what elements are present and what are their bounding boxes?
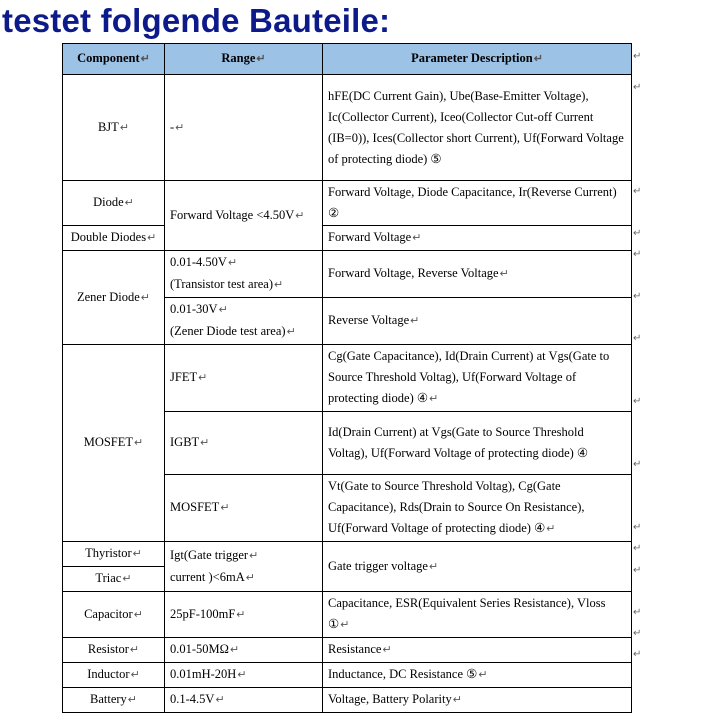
component-cell: Double Diodes↵ [63,226,165,251]
row-end-marker: ↵ [633,522,642,533]
row-end-marker: ↵ [633,607,642,618]
range-cell: JFET↵ [165,345,323,412]
description-cell: hFE(DC Current Gain), Ube(Base-Emitter Voltage), Ic(Collector Current), Iceo(Collector Cut-off Current (IB=0)), Ices(Collector short Current), Uf(Forward Voltage of protecting diode) ⑤ [323,75,632,181]
table-row-thyristor [63,542,632,567]
row-end-marker: ↵ [633,396,642,407]
table-row-double-diodes [63,226,632,251]
table-row-resistor [63,638,632,663]
description-cell: Forward Voltage↵ [323,226,632,251]
description-cell: Vt(Gate to Source Threshold Voltag), Cg(Gate Capacitance), Rds(Drain to Source On Resistance), Uf(Forward Voltage of protecting diode) ④↵ [323,475,632,542]
description-cell: Inductance, DC Resistance ⑤↵ [323,663,632,688]
description-cell: Gate trigger voltage↵ [323,542,632,592]
range-cell: IGBT↵ [165,412,323,475]
row-end-marker: ↵ [633,649,642,660]
range-cell: 0.01-30V↵ (Zener Diode test area)↵ [165,298,323,345]
description-cell: Reverse Voltage↵ [323,298,632,345]
component-cell: Resistor↵ [63,638,165,663]
table-row-zener [63,251,632,298]
row-end-marker: ↵ [633,628,642,639]
row-end-marker: ↵ [633,228,642,239]
description-cell: Forward Voltage, Diode Capacitance, Ir(Reverse Current) ② [323,181,632,226]
description-cell: Capacitance, ESR(Equivalent Series Resistance), Vloss ①↵ [323,592,632,638]
table-row-bjt [63,75,632,181]
page-heading: testet folgende Bauteile: [2,2,391,39]
description-cell: Forward Voltage, Reverse Voltage↵ [323,251,632,298]
component-cell: Capacitor↵ [63,592,165,638]
row-end-marker: ↵ [633,333,642,344]
component-cell: Thyristor↵ [63,542,165,567]
row-end-marker: ↵ [633,459,642,470]
table-row-capacitor [63,592,632,638]
row-end-marker: ↵ [633,186,642,197]
header-range: Range↵ [165,44,323,75]
range-cell: -↵ [165,75,323,181]
row-end-marker: ↵ [633,565,642,576]
row-end-marker: ↵ [633,291,642,302]
table-row-diode [63,181,632,226]
range-cell: 0.1-4.5V↵ [165,688,323,713]
range-cell: MOSFET↵ [165,475,323,542]
table-header-row [63,44,632,75]
range-cell: 0.01mH-20H↵ [165,663,323,688]
component-cell: MOSFET↵ [63,345,165,542]
row-end-marker: ↵ [633,51,642,62]
description-cell: Voltage, Battery Polarity↵ [323,688,632,713]
row-end-marker: ↵ [633,249,642,260]
component-cell: Inductor↵ [63,663,165,688]
range-cell: Igt(Gate trigger↵ current )<6mA↵ [165,542,323,592]
component-cell: BJT↵ [63,75,165,181]
header-component: Component↵ [63,44,165,75]
header-description: Parameter Description↵ [323,44,632,75]
range-cell: 0.01-50MΩ↵ [165,638,323,663]
component-cell: Battery↵ [63,688,165,713]
component-table [62,43,632,713]
row-end-marker: ↵ [633,82,642,93]
range-cell: Forward Voltage <4.50V↵ [165,181,323,251]
row-end-marker: ↵ [633,543,642,554]
component-cell: Diode↵ [63,181,165,226]
table-row-mosfet-jfet [63,345,632,412]
component-cell: Zener Diode↵ [63,251,165,345]
table-row-inductor [63,663,632,688]
range-cell: 0.01-4.50V↵ (Transistor test area)↵ [165,251,323,298]
component-cell: Triac↵ [63,567,165,592]
table-row-battery [63,688,632,713]
description-cell: Cg(Gate Capacitance), Id(Drain Current) at Vgs(Gate to Source Threshold Voltag), Uf(Forward Voltage of protecting diode) ④↵ [323,345,632,412]
description-cell: Resistance↵ [323,638,632,663]
range-cell: 25pF-100mF↵ [165,592,323,638]
description-cell: Id(Drain Current) at Vgs(Gate to Source Threshold Voltag), Uf(Forward Voltage of protecting diode) ④ [323,412,632,475]
